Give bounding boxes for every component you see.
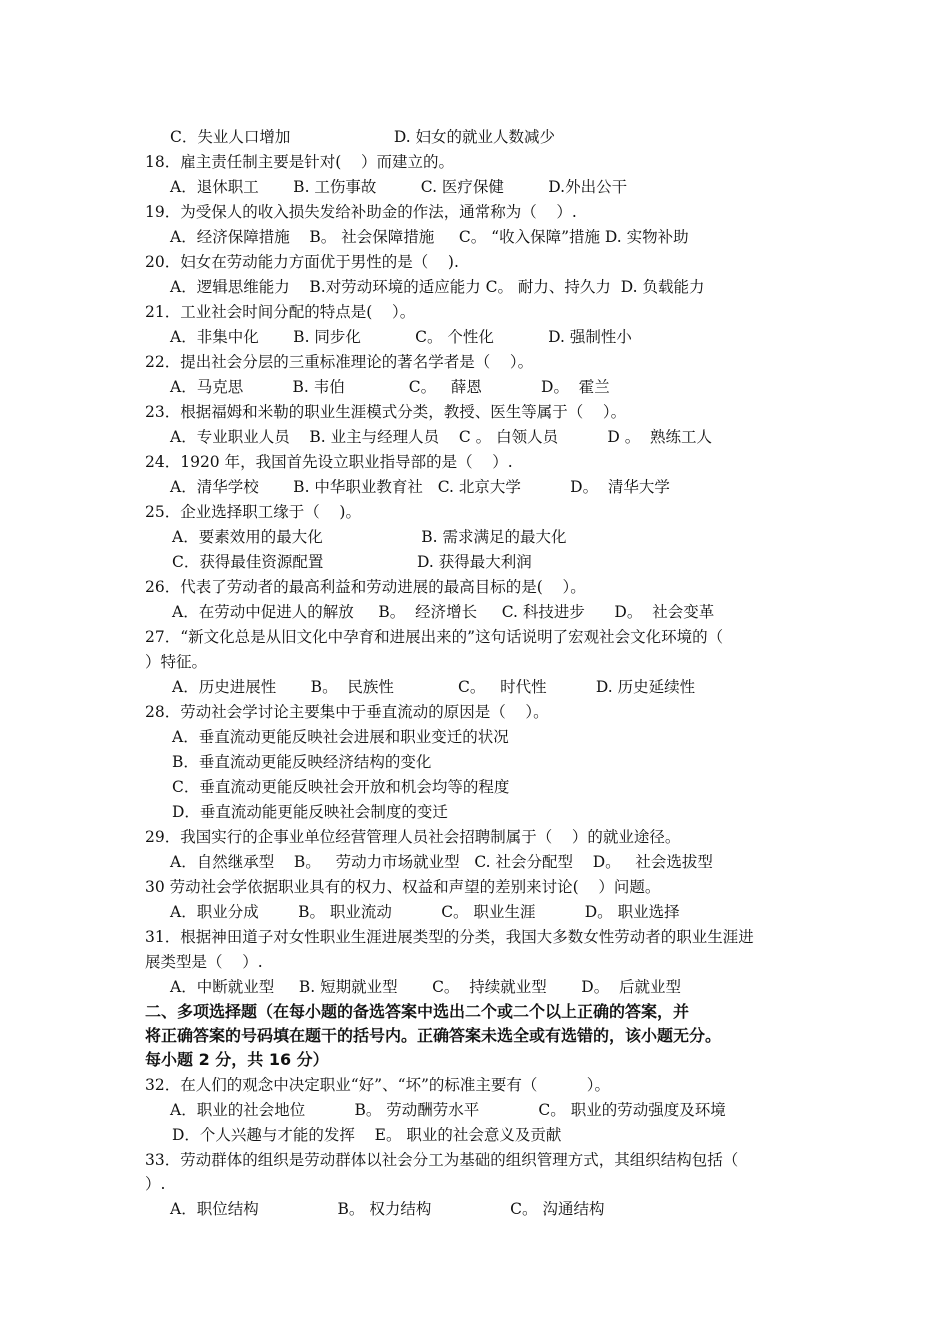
text-line: 28．劳动社会学讨论主要集中于垂直流动的原因是（ ）。 — [145, 703, 549, 721]
text-line: 27．“新文化总是从旧文化中孕育和进展出来的”这句话说明了宏观社会文化环境的（ — [145, 628, 724, 646]
text-line: B．垂直流动更能反映经济结构的变化 — [172, 753, 432, 771]
text-line: D．个人兴趣与才能的发挥 E。 职业的社会意义及贡献 — [172, 1126, 562, 1144]
text-line: 30 劳动社会学依据职业具有的权力、权益和声望的差别来讨论( ）问题。 — [145, 878, 661, 896]
text-line: 22．提出社会分层的三重标准理论的著名学者是（ ）。 — [145, 353, 534, 371]
text-line: 24．1920 年，我国首先设立职业指导部的是（ ）. — [145, 453, 513, 471]
text-line: A．自然继承型 B。 劳动力市场就业型 C. 社会分配型 D。 社会选拔型 — [170, 853, 713, 871]
section-heading-line: 二、多项选择题（在每小题的备选答案中选出二个或二个以上正确的答案，并 — [145, 1002, 690, 1021]
text-line: C．垂直流动更能反映社会开放和机会均等的程度 — [172, 778, 510, 796]
text-line: A．非集中化 B. 同步化 C。 个性化 D. 强制性小 — [170, 328, 632, 346]
section-heading-line: 每小题 2 分，共 16 分） — [145, 1050, 329, 1069]
text-line: D．垂直流动能更能反映社会制度的变迁 — [172, 803, 448, 821]
text-line: 26．代表了劳动者的最高利益和劳动进展的最高目标的是( ）。 — [145, 578, 586, 596]
text-line: C．获得最佳资源配置 D. 获得最大利润 — [172, 553, 532, 571]
text-line: 31．根据神田道子对女性职业生涯进展类型的分类，我国大多数女性劳动者的职业生涯进 — [145, 928, 754, 946]
text-line: 展类型是（ ）. — [145, 953, 263, 971]
text-line: 23．根据福姆和米勒的职业生涯模式分类，教授、医生等属于（ ）。 — [145, 403, 627, 421]
text-line: C．失业人口增加 D. 妇女的就业人数减少 — [170, 128, 556, 146]
text-line: 19．为受保人的收入损失发给补助金的作法，通常称为（ ）. — [145, 203, 577, 221]
text-line: A．专业职业人员 B. 业主与经理人员 C 。 白领人员 D 。 熟练工人 — [170, 428, 713, 446]
text-line: A．要素效用的最大化 B. 需求满足的最大化 — [172, 528, 567, 546]
text-line: 21．工业社会时间分配的特点是( ）。 — [145, 303, 416, 321]
section-heading-line: 将正确答案的号码填在题干的括号内。正确答案未选全或有选错的，该小题无分。 — [145, 1026, 722, 1045]
text-line: 29．我国实行的企事业单位经营管理人员社会招聘制属于（ ）的就业途径。 — [145, 828, 681, 846]
text-line: 18．雇主责任制主要是针对( ）而建立的。 — [145, 153, 454, 171]
text-line: A．清华学校 B. 中华职业教育社 C. 北京大学 D。 清华大学 — [170, 478, 670, 496]
text-line: 25．企业选择职工缘于（ )。 — [145, 503, 361, 521]
text-line: 20．妇女在劳动能力方面优于男性的是（ ). — [145, 253, 459, 271]
text-line: A．历史进展性 B。 民族性 C。 时代性 D. 历史延续性 — [172, 678, 696, 696]
text-line: 32．在人们的观念中决定职业“好”、“坏”的标准主要有（ ）。 — [145, 1076, 610, 1094]
text-line: A．垂直流动更能反映社会进展和职业变迁的状况 — [172, 728, 509, 746]
text-line: A．职业的社会地位 B。 劳动酬劳水平 C。 职业的劳动强度及环境 — [170, 1101, 726, 1119]
text-line: A．逻辑思维能力 B.对劳动环境的适应能力 C。 耐力、持久力 D. 负载能力 — [170, 278, 705, 296]
text-line: ）. — [145, 1175, 166, 1193]
text-line: A．在劳动中促进人的解放 B。 经济增长 C. 科技进步 D。 社会变革 — [172, 603, 715, 621]
text-line: A．马克思 B. 韦伯 C。 薛恩 D。 霍兰 — [170, 378, 610, 396]
text-line: A．经济保障措施 B。 社会保障措施 C。 “收入保障”措施 D. 实物补助 — [170, 228, 689, 246]
text-line: A．中断就业型 B. 短期就业型 C。 持续就业型 D。 后就业型 — [170, 978, 682, 996]
text-line: A．职业分成 B。 职业流动 C。 职业生涯 D。 职业选择 — [170, 903, 680, 921]
text-line: 33．劳动群体的组织是劳动群体以社会分工为基础的组织管理方式，其组织结构包括（ — [145, 1151, 739, 1169]
text-line: A．职位结构 B。 权力结构 C。 沟通结构 — [170, 1200, 605, 1218]
text-line: A．退休职工 B. 工伤事故 C. 医疗保健 D.外出公干 — [170, 178, 628, 196]
text-line: ）特征。 — [145, 653, 208, 671]
